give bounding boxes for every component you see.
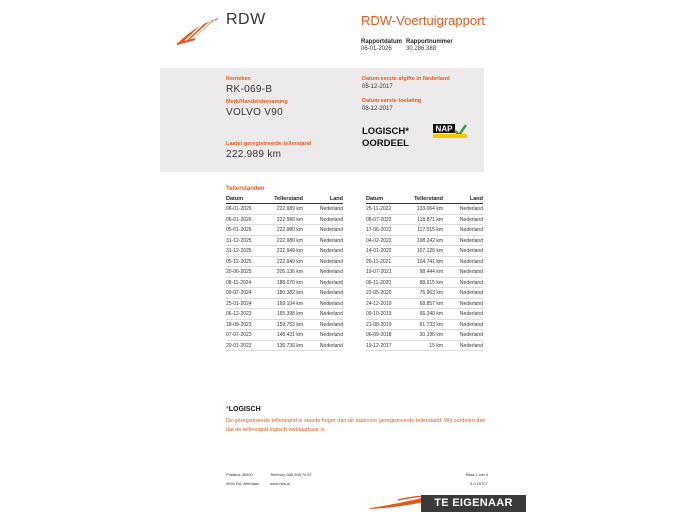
cell-land: Nederland <box>459 290 483 296</box>
readings-title: Tellerstanden <box>226 186 265 192</box>
cell-land: Nederland <box>459 321 483 328</box>
cell-land: Nederland <box>319 227 343 233</box>
cell-land: Nederland <box>459 332 483 338</box>
cell-land: Nederland <box>319 342 343 349</box>
svg-text:NAP: NAP <box>435 124 453 134</box>
cell-land: Nederland <box>459 269 483 275</box>
cell-date: 19-12-2017 <box>366 342 392 349</box>
cell-date: 09-07-2024 <box>226 290 252 296</box>
rdw-logo-icon <box>175 16 221 46</box>
table-row <box>226 204 343 215</box>
table-row <box>366 278 483 289</box>
header-km: Tellerstand <box>414 196 443 202</box>
site-badge[interactable]: TE EIGENAAR ORG. NL <box>421 495 526 512</box>
plate-value: RK-069-B <box>226 84 273 95</box>
cell-km: 30.196 km <box>419 332 443 338</box>
cell-land: Nederland <box>319 216 343 223</box>
table-row <box>226 225 343 236</box>
cell-km: 222.989 km <box>276 206 303 212</box>
cell-date: 20-06-2025 <box>226 269 252 275</box>
table-header <box>366 195 483 204</box>
cell-date: 06-11-2020 <box>366 279 392 286</box>
first-nl-label: Datum eerste afgifte in Nederland <box>362 76 450 82</box>
table-row <box>366 330 483 341</box>
cell-km: 159.753 km <box>276 321 303 328</box>
vehicle-summary-panel <box>160 68 484 172</box>
cell-land: Nederland <box>459 248 483 254</box>
cell-km: 222.980 km <box>276 216 303 223</box>
cell-date: 08-07-2022 <box>366 216 392 223</box>
cell-land: Nederland <box>459 216 483 223</box>
report-title: RDW-Voertuigrapport <box>361 13 486 28</box>
cell-land: Nederland <box>459 206 483 212</box>
cell-km: 222.949 km <box>276 258 303 265</box>
note-star: * <box>226 406 229 413</box>
cell-land: Nederland <box>319 311 343 317</box>
nap-logo-icon <box>433 124 467 138</box>
header-land: Land <box>469 196 483 202</box>
verdict <box>362 126 409 150</box>
header-date: Datum <box>226 196 244 202</box>
cell-km: 118.871 km <box>417 216 443 223</box>
cell-date: 06-01-2026 <box>226 216 252 223</box>
note-title <box>226 406 261 413</box>
cell-date: 06-09-2018 <box>366 332 392 338</box>
cell-km: 180.382 km <box>276 290 303 296</box>
cell-land: Nederland <box>319 206 343 212</box>
table-row <box>226 246 343 257</box>
cell-km: 188.070 km <box>276 279 303 286</box>
table-row <box>226 278 343 289</box>
note-text: De geregistreerde tellerstand is steeds hoger dan de daarvoor geregistreerde tellerstand. Wij oordelen dan dat de tellerstand logisch verklaarbaar is. <box>226 418 486 433</box>
report-date-label: Rapportdatum <box>361 39 402 45</box>
cell-date: 24-12-2019 <box>366 300 392 307</box>
cell-land: Nederland <box>319 321 343 328</box>
header-land: Land <box>329 196 343 202</box>
verdict-line-1: LOGISCH* <box>362 126 409 137</box>
header-date: Datum <box>366 196 384 202</box>
cell-land: Nederland <box>459 227 483 233</box>
cell-date: 17-06-2022 <box>366 227 392 233</box>
cell-land: Nederland <box>459 279 483 286</box>
footer-version: 3.0.16707 <box>470 481 488 486</box>
plate-label: Kenteken <box>226 76 251 82</box>
table-row <box>226 215 343 226</box>
cell-date: 31-12-2025 <box>226 237 252 244</box>
verdict-line-2: OORDEEL <box>362 138 409 149</box>
table-row <box>366 267 483 278</box>
table-row <box>226 267 343 278</box>
table-row <box>226 330 343 341</box>
cell-km: 108.242 km <box>416 237 443 244</box>
table-row <box>226 320 343 331</box>
table-row <box>226 309 343 320</box>
table-row <box>366 320 483 331</box>
cell-km: 104.741 km <box>416 258 443 265</box>
note-title-text: LOGISCH <box>228 406 261 413</box>
cell-km: 76.963 km <box>419 290 443 296</box>
cell-km: 68.857 km <box>419 300 443 307</box>
cell-land: Nederland <box>319 290 343 296</box>
cell-date: 07-07-2023 <box>226 332 252 338</box>
table-row <box>366 309 483 320</box>
cell-date: 18-09-2023 <box>226 321 252 328</box>
cell-km: 88.615 km <box>419 279 443 286</box>
first-admission-label: Datum eerste toelating <box>362 98 422 104</box>
cell-land: Nederland <box>319 269 343 275</box>
cell-date: 26-11-2021 <box>366 258 392 265</box>
cell-land: Nederland <box>459 311 483 317</box>
first-nl-value: 08-12-2017 <box>362 84 393 90</box>
cell-km: 107.126 km <box>416 248 443 254</box>
cell-km: 148.431 km <box>276 332 303 338</box>
cell-km: 169.104 km <box>276 300 303 307</box>
table-row <box>226 299 343 310</box>
table-row <box>366 341 483 352</box>
brand-name: RDW <box>226 11 266 28</box>
cell-date: 20-01-2023 <box>226 342 252 349</box>
table-row <box>226 257 343 268</box>
cell-date: 19-07-2021 <box>366 269 392 275</box>
cell-land: Nederland <box>319 332 343 338</box>
table-row <box>366 215 483 226</box>
footer-postbox: Postbus 30000 <box>226 472 253 477</box>
cell-date: 22-05-2020 <box>366 290 392 296</box>
cell-land: Nederland <box>459 300 483 307</box>
cell-land: Nederland <box>319 300 343 307</box>
footer-phone: Telefoon 088 008 74 87 <box>270 472 312 477</box>
cell-date: 05-01-2026 <box>226 227 252 233</box>
table-row <box>366 246 483 257</box>
cell-land: Nederland <box>459 342 483 349</box>
table-row <box>366 299 483 310</box>
table-row <box>366 225 483 236</box>
cell-land: Nederland <box>319 258 343 265</box>
cell-date: 14-01-2022 <box>366 248 392 254</box>
cell-km: 98.444 km <box>419 269 443 275</box>
table-row <box>226 288 343 299</box>
table-row <box>226 236 343 247</box>
cell-km: 222.980 km <box>276 237 303 244</box>
odometer-label: Laatst geregistreerde tellerstand <box>226 141 312 147</box>
footer-page: Blad 1 van 4 <box>466 472 489 477</box>
cell-land: Nederland <box>319 248 343 254</box>
table-row <box>366 257 483 268</box>
report-date: 06-01-2026 <box>361 46 392 52</box>
cell-km: 133.064 km <box>416 206 443 212</box>
readings-table-right <box>366 195 483 351</box>
cell-date: 06-01-2026 <box>226 206 252 212</box>
cell-land: Nederland <box>459 237 483 244</box>
cell-date: 06-12-2023 <box>226 311 252 317</box>
cell-km: 61.733 km <box>419 321 443 328</box>
cell-km: 66.340 km <box>419 311 443 317</box>
cell-km: 165.398 km <box>276 311 303 317</box>
cell-date: 05-12-2025 <box>226 258 252 265</box>
table-row <box>366 204 483 215</box>
table-row <box>366 288 483 299</box>
cell-date: 31-12-2025 <box>226 248 252 254</box>
cell-km: 222.949 km <box>276 248 303 254</box>
cell-date: 09-10-2019 <box>366 311 392 317</box>
cell-land: Nederland <box>319 279 343 286</box>
readings-table-left <box>226 195 343 351</box>
cell-land: Nederland <box>319 237 343 244</box>
footer-website[interactable]: www.rdw.nl <box>270 481 291 486</box>
footer-address: 9640 RA Veendam <box>226 481 260 486</box>
make-value: VOLVO V90 <box>226 107 283 118</box>
table-header <box>226 195 343 204</box>
cell-km: 117.015 km <box>417 227 443 233</box>
table-row <box>226 341 343 352</box>
cell-land: Nederland <box>459 258 483 265</box>
make-label: Merk/Handelsbenaming <box>226 99 288 105</box>
cell-km: 205.136 km <box>276 269 303 275</box>
first-admission-value: 08-12-2017 <box>362 106 393 112</box>
report-number: 30.286.388 <box>406 46 437 52</box>
header-km: Tellerstand <box>274 196 303 202</box>
cell-km: 136.730 km <box>276 342 303 349</box>
table-row <box>366 236 483 247</box>
odometer-value: 222.989 km <box>226 149 282 160</box>
cell-date: 04-02-2022 <box>366 237 392 244</box>
cell-km: 15 km <box>429 342 443 349</box>
cell-date: 25-01-2024 <box>226 300 252 307</box>
cell-date: 08-11-2024 <box>226 279 252 286</box>
report-number-label: Rapportnummer <box>406 39 453 45</box>
cell-km: 222.980 km <box>276 227 303 233</box>
cell-date: 25-11-2022 <box>366 206 392 212</box>
cell-date: 21-08-2019 <box>366 321 392 328</box>
